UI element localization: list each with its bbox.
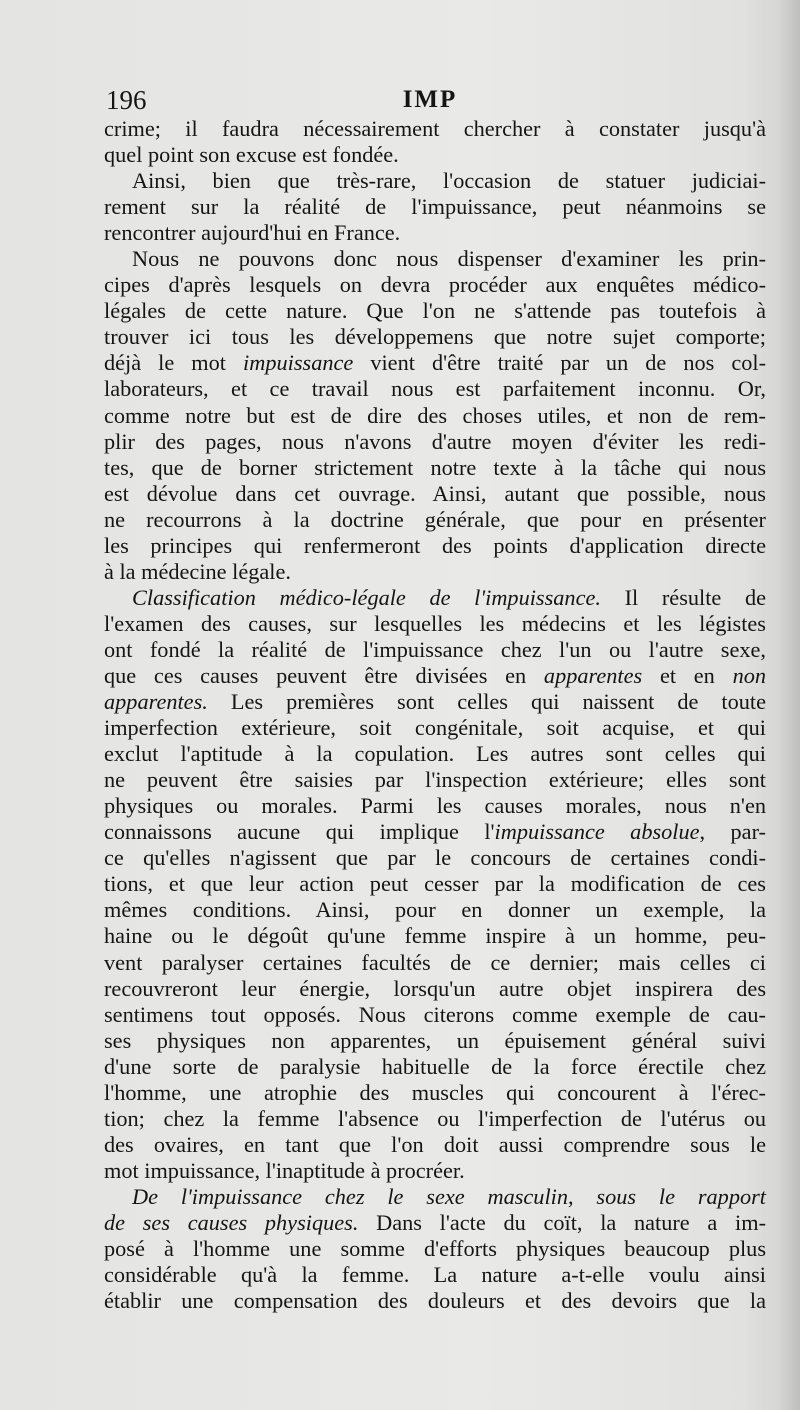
text-segment: que ces causes peuvent être divisées en [104, 662, 527, 688]
text-line: posé à l'homme une somme d'efforts physiques beaucoup plus [104, 1236, 766, 1262]
text-line: haine ou le dégoût qu'une femme inspire à un homme, peu- [104, 923, 766, 949]
text-line: établir une compensation des douleurs et des devoirs que la [104, 1288, 766, 1314]
text-line: imperfection extérieure, soit congénitale, soit acquise, et qui [104, 715, 766, 741]
text-line: laborateurs, et ce travail nous est parfaitement inconnu. Or, [104, 376, 766, 402]
running-head [106, 80, 754, 120]
text-segment: déjà le mot [104, 350, 226, 376]
text-line: cipes d'après lesquels on devra procéder aux enquêtes médico- [104, 272, 766, 298]
text-line: des ovaires, en tant que l'on doit aussi comprendre sous le [104, 1131, 766, 1157]
section-heading-line [104, 585, 766, 611]
text-segment: , [568, 1183, 574, 1209]
text-line: considérable qu'à la femme. La nature a-t-elle voulu ainsi [104, 1262, 766, 1288]
main-text [104, 116, 766, 1314]
text-line: plir des pages, nous n'avons d'autre moyen d'éviter les redi- [104, 428, 766, 454]
section-heading: sous le rapport [596, 1183, 766, 1209]
text-line: ne recourrons à la doctrine générale, que pour en présenter [104, 506, 766, 532]
italic-term: impuissance absolue [494, 819, 700, 845]
text-line: ce qu'elles n'agissent que par le concours de certaines condi- [104, 845, 766, 871]
text-line: mot impuissance, l'inaptitude à procréer. [104, 1157, 465, 1183]
text-segment: , par- [699, 819, 766, 845]
text-segment: et en [659, 662, 715, 688]
italic-term: apparentes [543, 662, 643, 688]
paragraph-line: Nous ne pouvons donc nous dispenser d'examiner les prin- [132, 246, 766, 272]
text-line [104, 350, 766, 376]
section-heading: Classification médico-légale de l'impuissance. [132, 584, 601, 610]
text-line: est dévolue dans cet ouvrage. Ainsi, autant que possible, nous [104, 480, 766, 506]
text-line: sentimens tout opposés. Nous citerons comme exemple de cau- [104, 1001, 766, 1027]
text-line [104, 663, 766, 689]
section-heading: de ses causes physiques. [104, 1209, 359, 1235]
italic-term: non [732, 662, 767, 688]
text-line [104, 1210, 766, 1236]
text-line: rement sur la réalité de l'impuissance, peut néanmoins se [104, 194, 766, 220]
text-line: quel point son excuse est fondée. [104, 142, 399, 168]
text-segment: Dans l'acte du coït, la nature a im- [376, 1209, 766, 1235]
text-line: trouver ici tous les développemens que notre sujet comporte; [104, 324, 766, 350]
text-line: ses physiques non apparentes, un épuisement général suivi [104, 1027, 766, 1053]
text-line: exclut l'aptitude à la copulation. Les autres sont celles qui [104, 741, 766, 767]
text-line: mêmes conditions. Ainsi, pour en donner un exemple, la [104, 897, 766, 923]
text-line: recouvreront leur énergie, lorsqu'un autre objet inspirera des [104, 975, 766, 1001]
page-edge-shadow [778, 0, 800, 1410]
text-line: d'une sorte de paralysie habituelle de la force érectile chez [104, 1053, 766, 1079]
text-segment: Les premières sont celles qui naissent de toute [230, 689, 766, 715]
text-line: rencontrer aujourd'hui en France. [104, 220, 401, 246]
text-line: l'examen des causes, sur lesquelles les médecins et les légistes [104, 610, 766, 636]
page-number: 196 [106, 85, 147, 115]
text-line: les principes qui renfermeront des points d'application directe [104, 532, 766, 558]
running-title: IMP [402, 86, 458, 113]
text-line: physiques ou morales. Parmi les causes morales, nous n'en [104, 793, 766, 819]
text-line: légales de cette nature. Que l'on ne s'attende pas toutefois à [104, 298, 766, 324]
text-line: ont fondé la réalité de l'impuissance chez l'un ou l'autre sexe, [104, 636, 766, 662]
text-segment: Il résulte de [624, 584, 767, 610]
section-heading-line [104, 1184, 766, 1210]
text-line: crime; il faudra nécessairement chercher à constater jusqu'à [104, 116, 766, 141]
text-line: tions, et que leur action peut cesser par la modification de ces [104, 871, 766, 897]
text-line: tes, que de borner strictement notre texte à la tâche qui nous [104, 454, 766, 480]
italic-term: apparentes. [104, 689, 208, 715]
text-line: comme notre but est de dire des choses utiles, et non de rem- [104, 402, 766, 428]
text-line [104, 819, 766, 845]
italic-term: impuissance [243, 350, 354, 376]
text-line: tion; chez la femme l'absence ou l'imperfection de l'utérus ou [104, 1105, 766, 1131]
text-line [104, 689, 766, 715]
text-line: vent paralyser certaines facultés de ce dernier; mais celles ci [104, 949, 766, 975]
text-segment: vient d'être traité par un de nos col- [370, 350, 767, 376]
paragraph-line: Ainsi, bien que très-rare, l'occasion de statuer judiciai- [132, 168, 766, 194]
section-heading: De l'impuissance chez le sexe masculin [132, 1183, 568, 1209]
text-line: à la médecine légale. [104, 558, 291, 584]
text-line: l'homme, une atrophie des muscles qui concourent à l'érec- [104, 1079, 766, 1105]
text-segment: connaissons aucune qui implique l' [104, 819, 495, 845]
text-line: ne peuvent être saisies par l'inspection extérieure; elles sont [104, 767, 766, 793]
